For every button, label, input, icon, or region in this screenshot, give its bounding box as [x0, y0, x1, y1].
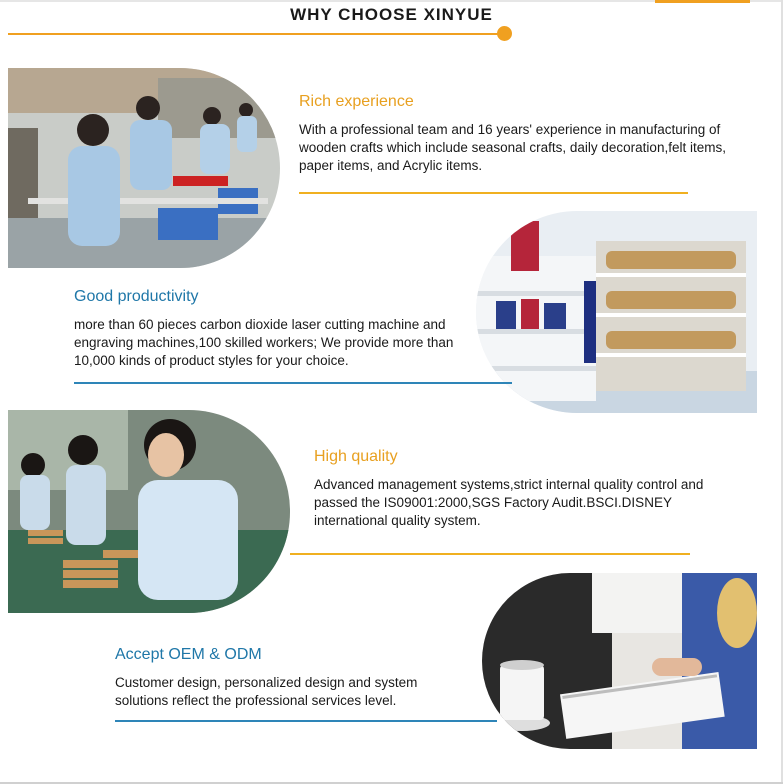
factory-workers-photo: [8, 68, 280, 268]
top-accent-bar: [655, 0, 750, 3]
feature-underline: [299, 192, 688, 194]
feature-underline: [74, 382, 512, 384]
feature-text-good-productivity: more than 60 pieces carbon dioxide laser cutting machine and engraving machines,100 skilled workers; We provide more than 10,000 kinds of product styles for your choice.: [74, 317, 454, 368]
product-display-shelves-photo: [476, 211, 757, 413]
feature-title-oem-odm: Accept OEM & ODM: [115, 646, 262, 663]
feature-underline: [115, 720, 497, 722]
design-meeting-photo: [482, 573, 757, 749]
title-underline: [8, 33, 504, 35]
feature-title-high-quality: High quality: [314, 448, 398, 465]
feature-text-oem-odm: Customer design, personalized design and system solutions reflect the professional services level.: [115, 675, 418, 708]
feature-text-high-quality: Advanced management systems,strict internal quality control and passed the IS09001:2000,SGS Factory Audit.BSCI.DISNEY international quality system.: [314, 477, 704, 528]
feature-underline: [290, 553, 690, 555]
feature-title-good-productivity: Good productivity: [74, 288, 199, 305]
title-dot: [497, 26, 512, 41]
quality-inspection-workers-photo: [8, 410, 290, 613]
feature-text-rich-experience: With a professional team and 16 years' experience in manufacturing of wooden crafts which include seasonal crafts, daily decoration,felt items, paper items, and Acrylic items.: [299, 122, 726, 173]
page-title: WHY CHOOSE XINYUE: [0, 5, 783, 25]
feature-title-rich-experience: Rich experience: [299, 93, 414, 110]
